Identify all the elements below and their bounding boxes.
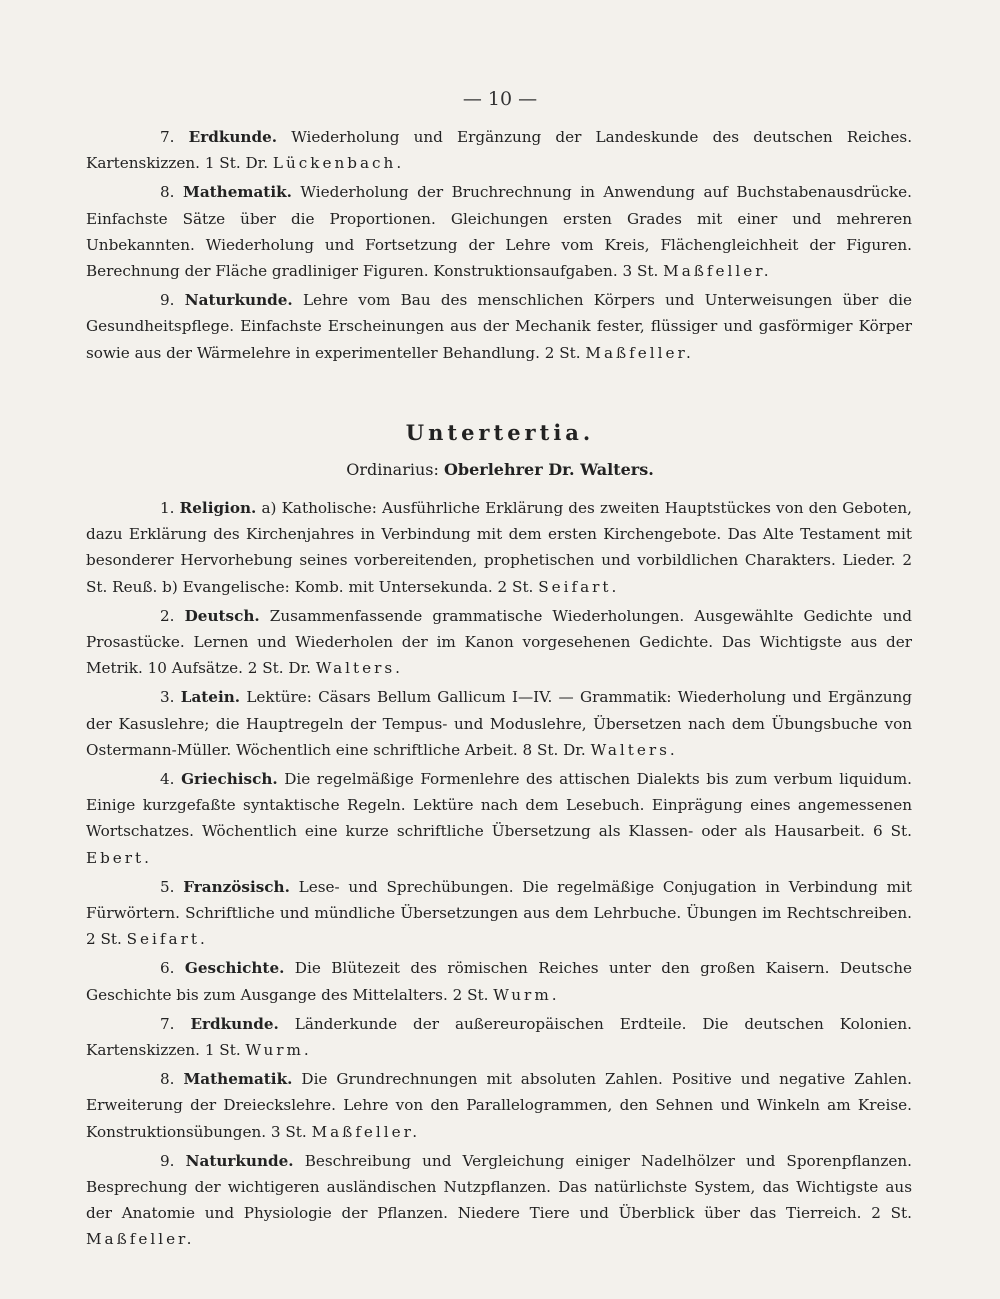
subject-label: Naturkunde.	[184, 291, 293, 310]
subject-label: Naturkunde.	[185, 1151, 294, 1170]
page-number: — 10 —	[462, 88, 538, 110]
subject-label: Deutsch.	[184, 606, 260, 625]
paragraph-deutsch: 2. Deutsch. Zusammenfassende grammatische Wiederholungen. Ausgewählte Gedichte und Prosastücke. Lernen und Wiederholen der im Kanon vorgesehenen Gedichte. Das Wichtigste aus der Metrik. 10 Aufsätze. 2 St. Dr. Walters.	[86, 606, 913, 678]
teacher-name: Ebert.	[86, 848, 152, 867]
paragraph-naturkunde: 9. Naturkunde. Beschreibung und Vergleichung einiger Nadelhölzer und Sporenpflanzen. Besprechung der wichtigeren ausländischen Nutzpflanzen. Das natürlichste System, das Wichtigste aus der Anatomie und Physiologie der Pflanzen. Niedere Tiere und Überblick über das Tierreich. 2 St. Maßfeller.	[86, 1151, 913, 1249]
paragraph-mathematik: 8. Mathematik. Wiederholung der Bruchrechnung in Anwendung auf Buchstabenausdrücke. Einfachste Sätze über die Proportionen. Gleichungen ersten Grades mit einer und mehreren Unbekannten. Wiederholung und Fortsetzung der Lehre vom Kreis, Flächengleichheit der Figuren. Berechnung der Fläche gradliniger Figuren. Konstruktionsaufgaben. 3 St. Maßfeller.	[86, 183, 912, 281]
teacher-name: Seifart.	[126, 930, 208, 949]
ordinarius-label: Ordinarius:	[346, 460, 439, 479]
paragraph-mathematik: 8. Mathematik. Die Grundrechnungen mit absoluten Zahlen. Positive und negative Zahlen. Erweiterung der Dreieckslehre. Lehre von den Parallelogrammen, den Sehnen und Winkeln am Kreise. Konstruktionsübungen. 3 St. Maßfeller.	[86, 1070, 912, 1141]
teacher-name: Wurm.	[493, 985, 560, 1004]
teacher-name: Maßfeller.	[311, 1122, 421, 1141]
teacher-name: Maßfeller.	[585, 343, 694, 362]
subject-label: Erdkunde.	[190, 1014, 279, 1033]
paragraph-erdkunde: 7. Erdkunde. Länderkunde der außereuropäischen Erdteile. Die deutschen Kolonien. Kartenskizzen. 1 St. Wurm.	[86, 1014, 913, 1060]
paragraph-erdkunde: 7. Erdkunde. Wiederholung und Ergänzung der Landeskunde des deutschen Reiches. Kartenskizzen. 1 St. Dr. Lückenbach.	[86, 128, 913, 173]
paragraph-franzoesisch: 5. Französisch. Lese- und Sprechübungen. Die regelmäßige Conjugation in Verbindung mit Fürwörtern. Schriftliche und mündliche Übersetzungen aus dem Lehrbuche. Übungen im Rechtschreiben. 2 St. Seifart.	[86, 877, 913, 949]
subject-label: Latein.	[180, 688, 241, 707]
section-obertertia-continued	[86, 124, 912, 369]
paragraph-religion: 1. Religion. a) Katholische: Ausführliche Erklärung des zweiten Hauptstückes von den Geboten, dazu Erklärung des Kirchenjahres in Verbindung mit dem ersten Kirchengebote. Das Alte Testament mit besonderer Hervorhebung seines vorbereitenden, prophetischen und vorbildlichen Charakters. Lieder. 2 St. Reuß. b) Evangelische: Komb. mit Untersekunda. 2 St. Seifart.	[86, 499, 912, 596]
subject-label: Religion.	[179, 499, 257, 517]
section-heading: Untertertia.	[405, 420, 595, 445]
subject-label: Mathematik.	[183, 183, 292, 202]
teacher-name: Maßfeller.	[86, 1230, 195, 1249]
paragraph-griechisch: 4. Griechisch. Die regelmäßige Formenlehre des attischen Dialekts bis zum verbum liquidum. Einige kurzgefaßte syntaktische Regeln. Lektüre nach dem Lesebuch. Einprägung eines angemessenen Wortschatzes. Wöchentlich eine kurze schriftliche Übersetzung als Klassen- oder als Hausarbeit. 6 St. Ebert.	[86, 770, 913, 867]
teacher-name: Maßfeller.	[663, 262, 772, 281]
teacher-name: Walters.	[315, 659, 404, 678]
section-untertertia	[86, 495, 912, 1256]
teacher-name: Walters.	[590, 740, 678, 759]
subject-label: Geschichte.	[184, 959, 285, 978]
paragraph-latein: 3. Latein. Lektüre: Cäsars Bellum Gallicum I—IV. — Grammatik: Wiederholung und Ergänzung der Kasuslehre; die Hauptregeln der Tempus- und Moduslehre, Übersetzen nach dem Übungsbuche von Ostermann-Müller. Wöchentlich eine schriftliche Arbeit. 8 St. Dr. Walters.	[86, 688, 913, 759]
teacher-name: Seifart.	[538, 577, 620, 596]
ordinarius-name: Oberlehrer Dr. Walters.	[443, 460, 654, 479]
teacher-name: Wurm.	[245, 1041, 312, 1060]
teacher-name: Lückenbach.	[272, 154, 405, 173]
paragraph-naturkunde: 9. Naturkunde. Lehre vom Bau des menschlichen Körpers und Unterweisungen über die Gesundheitspflege. Einfachste Erscheinungen aus der Mechanik fester, flüssiger und gasförmiger Körper sowie aus der Wärmelehre in experimenteller Behandlung. 2 St. Maßfeller.	[86, 291, 913, 362]
subject-label: Griechisch.	[181, 770, 278, 789]
ordinarius-line	[0, 460, 1000, 479]
subject-label: Mathematik.	[183, 1070, 293, 1089]
paragraph-geschichte: 6. Geschichte. Die Blütezeit des römischen Reiches unter den großen Kaisern. Deutsche Geschichte bis zum Ausgange des Mittelalters. 2 St. Wurm.	[86, 959, 912, 1004]
subject-label: Erdkunde.	[188, 128, 278, 146]
subject-label: Französisch.	[183, 877, 290, 896]
